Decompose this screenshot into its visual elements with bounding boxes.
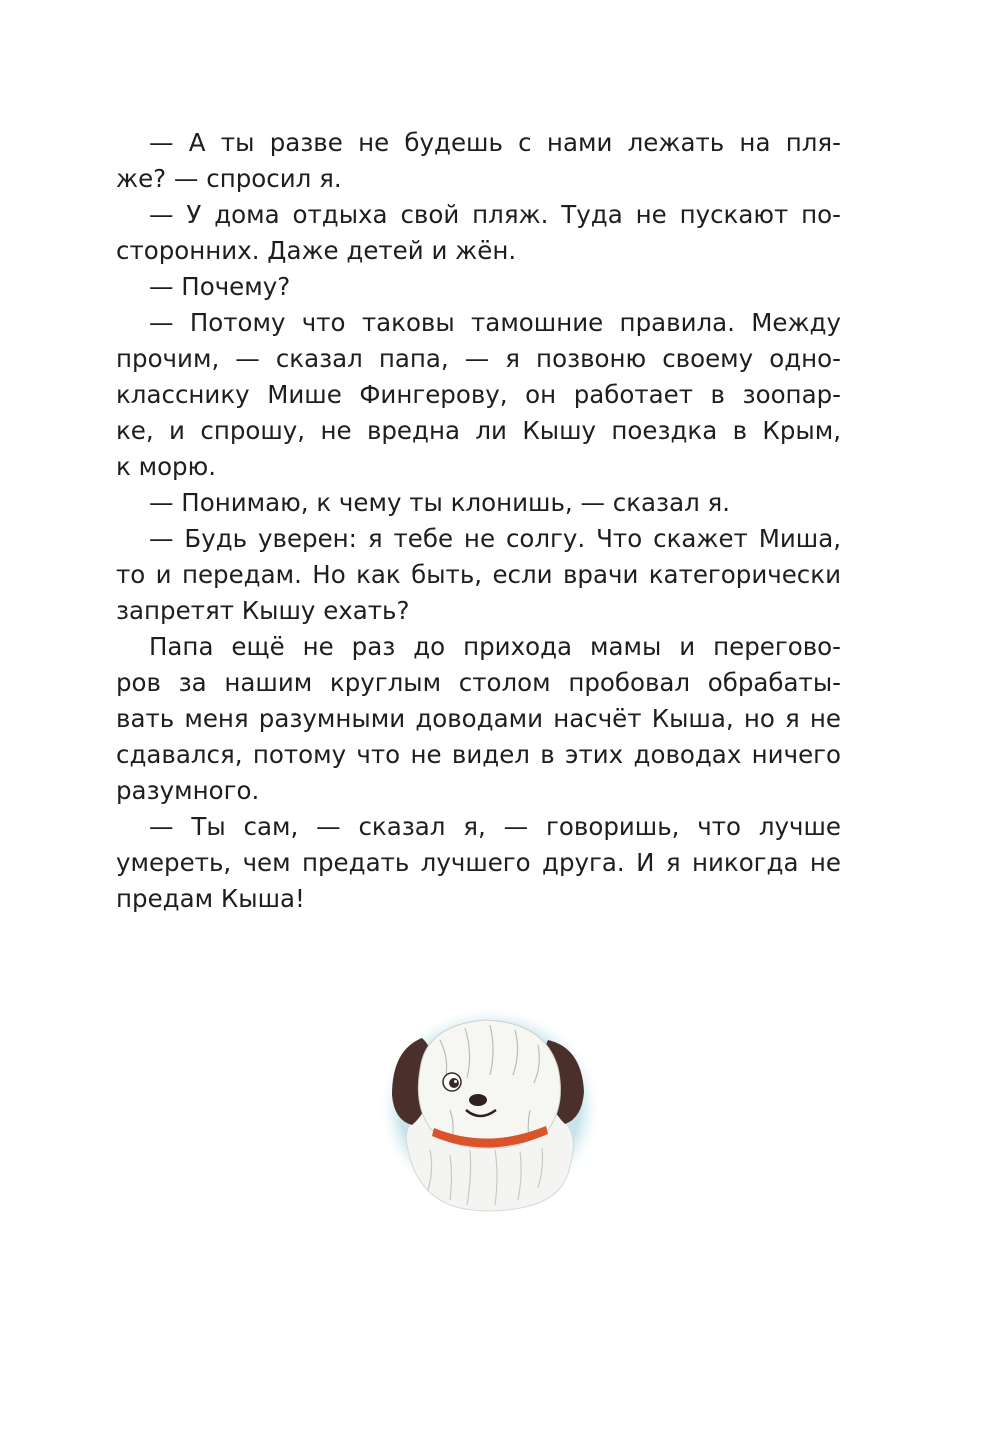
text-line: сторонних. Даже детей и жён.: [116, 236, 517, 265]
paragraph: [116, 197, 841, 269]
dog-illustration-svg: [370, 1000, 610, 1215]
text-line: класснику Мише Фингерову, он работает в зоопар-: [116, 380, 841, 409]
text-line: Папа ещё не раз до прихода мамы и перегово-: [149, 632, 841, 661]
text-line: ров за нашим круглым столом пробовал обрабаты-: [116, 668, 841, 697]
text-line: — А ты разве не будешь с нами лежать на пля-: [149, 128, 841, 157]
paragraph: [116, 521, 841, 629]
text-line: запретят Кышу ехать?: [116, 596, 410, 625]
paragraph: [116, 485, 841, 521]
text-line: умереть, чем предать лучшего друга. И я никогда не: [116, 848, 841, 877]
story-text: [116, 125, 841, 917]
text-line: предам Кыша!: [116, 884, 305, 913]
text-line: — Почему?: [149, 272, 291, 301]
text-line: — У дома отдыха свой пляж. Туда не пускают по-: [149, 200, 841, 229]
text-line: — Потому что таковы тамошние правила. Между: [149, 308, 841, 337]
dog-nose: [469, 1094, 487, 1106]
paragraph: [116, 809, 841, 917]
text-line: к морю.: [116, 452, 217, 481]
text-line: то и передам. Но как быть, если врачи категорически: [116, 560, 841, 589]
text-line: ке, и спрошу, не вредна ли Кышу поездка в Крым,: [116, 416, 841, 445]
shaggy-white-dog-icon: [370, 1000, 610, 1215]
text-line: — Будь уверен: я тебе не солгу. Что скажет Миша,: [149, 524, 841, 553]
text-line: прочим, — сказал папа, — я позвоню своему одно-: [116, 344, 841, 373]
text-line: — Понимаю, к чему ты клонишь, — сказал я.: [149, 488, 731, 517]
paragraph: [116, 629, 841, 809]
text-line: же? — спросил я.: [116, 164, 342, 193]
paragraph: [116, 125, 841, 197]
text-line: разумного.: [116, 776, 260, 805]
text-line: вать меня разумными доводами насчёт Кыша, но я не: [116, 704, 841, 733]
paragraph: [116, 269, 841, 305]
paragraph: [116, 305, 841, 485]
text-line: — Ты сам, — сказал я, — говоришь, что лучше: [149, 812, 841, 841]
text-line: сдавался, потому что не видел в этих доводах ничего: [116, 740, 841, 769]
